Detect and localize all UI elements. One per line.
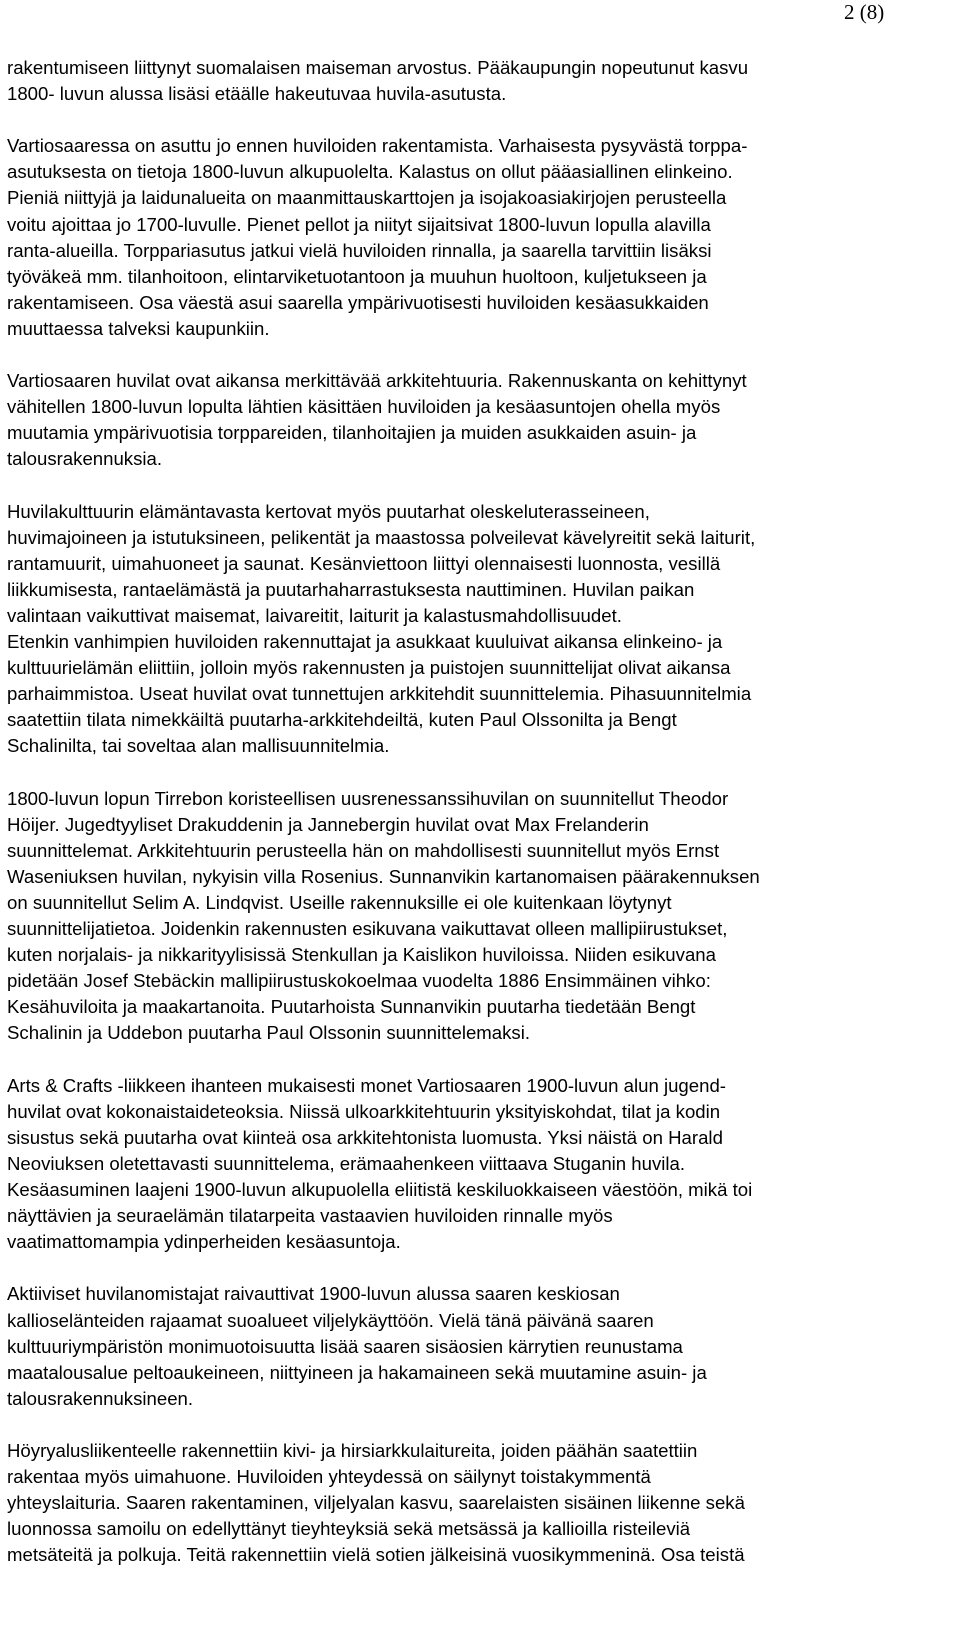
text-line: Pieniä niittyjä ja laidunalueita on maanmittauskarttojen ja isojakoasiakirjojen perusteella [7, 187, 727, 209]
text-line: Neoviuksen oletettavasti suunnittelema, erämaahenkeen viittaava Stuganin huvila. [7, 1152, 686, 1174]
text-line: vähitellen 1800-luvun lopulta lähtien käsittäen huviloiden ja kesäasuntojen ohella myös [7, 396, 721, 418]
text-line: kuten norjalais- ja nikkarityylisissä Stenkullan ja Kaislikon huviloissa. Niiden esikuvana [7, 944, 716, 966]
paragraph [7, 629, 957, 759]
text-line: saatettiin tilata nimekkäiltä puutarha-arkkitehdeiltä, kuten Paul Olssonilta ja Bengt [7, 709, 677, 731]
paragraph [7, 133, 957, 342]
text-line: parhaimmistoa. Useat huvilat ovat tunnettujen arkkitehdit suunnittelemia. Pihasuunnitelmia [7, 683, 752, 705]
text-line: Etenkin vanhimpien huviloiden rakennuttajat ja asukkaat kuuluivat aikansa elinkeino- ja [7, 631, 723, 653]
text-line: 1800-luvun lopun Tirrebon koristeellisen uusrenessanssihuvilan on suunnitellut Theodor [7, 787, 729, 809]
paragraph [7, 1438, 957, 1568]
text-line: Vartiosaaren huvilat ovat aikansa merkittävää arkkitehtuuria. Rakennuskanta on kehittynyt [7, 370, 747, 392]
text-line: talousrakennuksineen. [7, 1387, 194, 1409]
text-line: kulttuuriympäristön monimuotoisuutta lisää saaren sisäosien kärrytien reunustama [7, 1335, 683, 1357]
text-line: Schalinilta, tai soveltaa alan mallisuunnitelmia. [7, 735, 390, 757]
paragraph [7, 55, 957, 107]
paragraph [7, 786, 957, 1047]
text-line: 1800- luvun alussa lisäsi etäälle hakeutuvaa huvila-asutusta. [7, 83, 507, 105]
text-line: rakentamiseen. Osa väestä asui saarella ympärivuotisesti huviloiden kesäasukkaiden [7, 291, 709, 313]
text-line: valintaan vaikuttivat maisemat, laivareitit, laiturit ja kalastusmahdollisuudet. [7, 604, 622, 626]
text-line: pidetään Josef Stebäckin mallipiirustuskokoelmaa vuodelta 1886 Ensimmäinen vihko: [7, 970, 711, 992]
text-line: vaatimattomampia ydinperheiden kesäasuntoja. [7, 1231, 401, 1253]
page-number: 2 (8) [844, 0, 885, 24]
text-line: näyttävien ja seuraelämän tilatarpeita vastaavien huviloiden rinnalle myös [7, 1205, 613, 1227]
text-line: muutamia ympärivuotisia torppareiden, tilanhoitajien ja muiden asukkaiden asuin- ja [7, 422, 697, 444]
text-line: Höyryalusliikenteelle rakennettiin kivi- ja hirsiarkkulaitureita, joiden päähän saatettiin [7, 1439, 698, 1461]
text-line: rakentaa myös uimahuone. Huviloiden yhteydessä on säilynyt toistakymmentä [7, 1466, 651, 1488]
text-line: muuttaessa talveksi kaupunkiin. [7, 317, 270, 339]
text-line: rakentumiseen liittynyt suomalaisen maiseman arvostus. Pääkaupungin nopeutunut kasvu [7, 57, 749, 78]
text-line: Arts & Crafts -liikkeen ihanteen mukaisesti monet Vartiosaaren 1900-luvun alun jugend- [7, 1074, 726, 1096]
text-line: työväkeä mm. tilanhoitoon, elintarviketuotantoon ja muuhun huoltoon, kuljetukseen ja [7, 265, 707, 287]
text-line: Huvilakulttuurin elämäntavasta kertovat myös puutarhat oleskeluterasseineen, [7, 500, 650, 522]
text-line: Aktiiviset huvilanomistajat raivauttivat 1900-luvun alussa saaren keskiosan [7, 1283, 620, 1305]
text-line: maatalousalue peltoaukeineen, niittyineen ja hakamaineen sekä muutamine asuin- ja [7, 1361, 707, 1383]
paragraph [7, 499, 957, 629]
text-line: Schalinin ja Uddebon puutarha Paul Olssonin suunnittelemaksi. [7, 1022, 531, 1044]
text-line: sisustus sekä puutarha ovat kiinteä osa arkkitehtonista luomusta. Yksi näistä on Harald [7, 1126, 723, 1148]
text-line: Vartiosaaressa on asuttu jo ennen huviloiden rakentamista. Varhaisesta pysyvästä torppa- [7, 135, 748, 157]
text-line: voitu ajoittaa jo 1700-luvulle. Pienet pellot ja niityt sijaitsivat 1800-luvun lopulla alavilla [7, 213, 711, 235]
text-line: asutuksesta on tietoja 1800-luvun alkupuolelta. Kalastus on ollut pääasiallinen elinkeino. [7, 161, 733, 183]
text-line: metsäteitä ja polkuja. Teitä rakennettiin vielä sotien jälkeisinä vuosikymmeninä. Osa teistä [7, 1544, 745, 1566]
text-line: Kesäasuminen laajeni 1900-luvun alkupuolella eliitistä keskiluokkaiseen väestöön, mikä toi [7, 1179, 753, 1201]
text-line: liikkumisesta, rantaelämästä ja puutarhaharrastuksesta nauttiminen. Huvilan paikan [7, 578, 695, 600]
text-line: ranta-alueilla. Torppariasutus jatkui vielä huviloiden rinnalla, ja saarella tarvittiin lisäksi [7, 239, 712, 261]
text-line: suunnittelemat. Arkkitehtuurin perusteella hän on mahdollisesti suunnitellut myös Ernst [7, 839, 720, 861]
text-line: Höijer. Jugedtyyliset Drakuddenin ja Jannebergin huvilat ovat Max Frelanderin [7, 813, 649, 835]
text-line: talousrakennuksia. [7, 448, 163, 470]
paragraph [7, 368, 957, 472]
text-line: kulttuurielämän eliittiin, jolloin myös rakennusten ja puistojen suunnittelijat olivat aikansa [7, 657, 731, 679]
text-line: Waseniuksen huvilan, nykyisin villa Rosenius. Sunnanvikin kartanomaisen päärakennuksen [7, 865, 760, 887]
paragraph [7, 1073, 957, 1256]
text-line: rantamuurit, uimahuoneet ja saunat. Kesänviettoon liittyi olennaisesti luonnosta, vesillä [7, 552, 721, 574]
text-line: on suunnitellut Selim A. Lindqvist. Useille rakennuksille ei ole kuitenkaan löytynyt [7, 892, 672, 913]
text-line: huvimajoineen ja istutuksineen, pelikentät ja maastossa polveilevat kävelyreitit sekä laiturit, [7, 526, 756, 548]
text-line: yhteyslaituria. Saaren rakentaminen, viljelyalan kasvu, saarelaisten sisäinen liikenne sekä [7, 1492, 745, 1514]
text-line: Kesähuviloita ja maakartanoita. Puutarhoista Sunnanvikin puutarha tiedetään Bengt [7, 996, 696, 1018]
text-line: kallioselänteiden rajaamat suoalueet viljelykäyttöön. Vielä tänä päivänä saaren [7, 1309, 654, 1331]
text-line: suunnittelijatietoa. Joidenkin rakennusten esikuvana vaikuttavat olleen mallipiirustukset, [7, 918, 728, 940]
paragraph [7, 1281, 957, 1411]
document-body [7, 55, 957, 1568]
text-line: luonnossa samoilu on edellyttänyt tieyhteyksiä sekä metsässä ja kallioilla risteileviä [7, 1518, 691, 1540]
text-line: huvilat ovat kokonaistaideteoksia. Niissä ulkoarkkitehtuurin yksityiskohdat, tilat ja kodin [7, 1100, 721, 1122]
